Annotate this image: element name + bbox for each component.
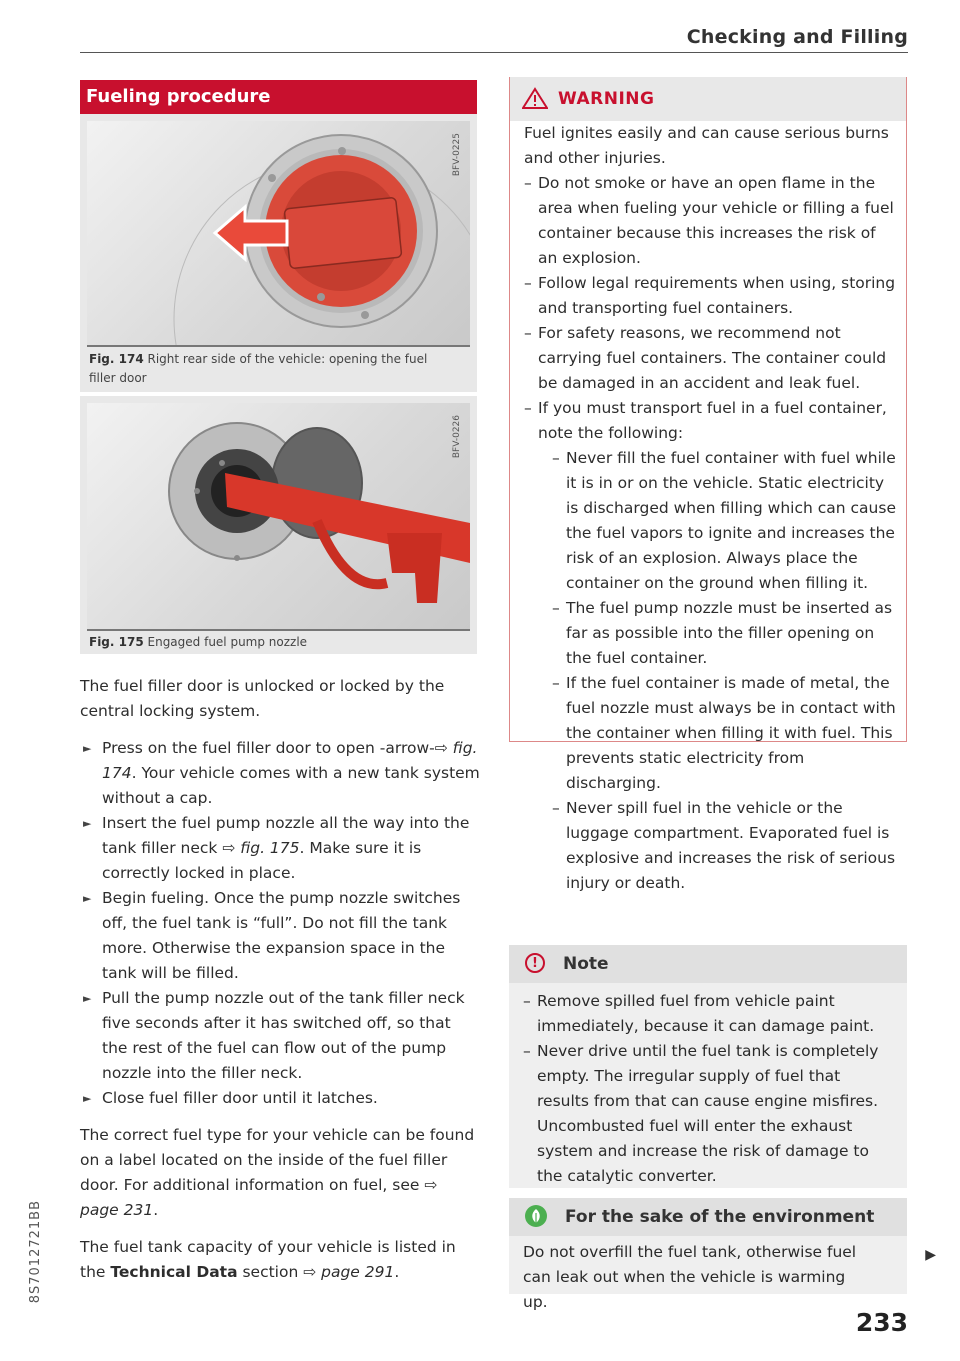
warning-item-text: Follow legal requirements when using, storing and transporting fuel containers. (538, 274, 896, 317)
fuel-type-paragraph (80, 1123, 480, 1223)
warning-subitem-text: If the fuel container is made of metal, the fuel nozzle must always be in contact with the container when filling it with fuel. This prevents static electricity from discharging. (566, 674, 896, 792)
continue-arrow-icon: ▶ (925, 1247, 936, 1263)
step-text: Insert the fuel pump nozzle all the way into the tank filler neck (102, 814, 470, 857)
note-body (509, 983, 907, 1188)
caption-text: Engaged fuel pump nozzle (143, 635, 308, 649)
paragraph-text: The correct fuel type for your vehicle can be found on a label located on the inside of the fuel filler door. For additional information on fuel, see (80, 1126, 475, 1194)
warning-subitem-text: The fuel pump nozzle must be inserted as far as possible into the filler opening on the fuel container. (566, 599, 893, 667)
step-item (80, 736, 480, 811)
paragraph-text: . (394, 1263, 400, 1281)
bullet-triangle-icon: ► (83, 742, 92, 755)
document-code: 8S7012721BB (28, 1200, 43, 1304)
warning-subitem: – If the fuel container is made of metal, the fuel nozzle must always be in contact with the container when filling it with fuel. This prevents static electricity from discharging. (552, 674, 896, 792)
warning-item: – Do not smoke or have an open flame in the area when fueling your vehicle or filling a fuel container because this increases the risk of an explosion. (524, 174, 894, 267)
warning-item-text: If you must transport fuel in a fuel container, note the following: (538, 399, 887, 442)
note-item: – Remove spilled fuel from vehicle paint immediately, because it can damage paint. (523, 992, 875, 1035)
note-header (509, 945, 907, 983)
step-text: Pull the pump nozzle out of the tank filler neck five seconds after it has switched off, so that the rest of the fuel can flow out of the pump nozzle into the filler neck. (102, 989, 465, 1082)
caption-text: Right rear side of the vehicle: opening the fuel filler door (89, 352, 428, 385)
procedure-text (80, 674, 480, 1285)
page-link[interactable]: ⇨ page 291 (303, 1263, 395, 1281)
step-text: Close fuel filler door until it latches. (102, 1089, 378, 1107)
figure-link[interactable]: ⇨ fig. 175 (222, 839, 300, 857)
fuel-door-illustration (87, 121, 470, 345)
step-text: . Make sure it is correctly locked in place. (102, 839, 422, 882)
figure-174-image (87, 121, 470, 347)
warning-item: – Follow legal requirements when using, storing and transporting fuel containers. (524, 274, 896, 317)
note-item: – Never drive until the fuel tank is completely empty. The irregular supply of fuel that results from that can cause engine misfires. Uncombusted fuel will enter the exhaust system and increase the risk of damage to the catalytic converter. (523, 1042, 879, 1185)
bold-term: Technical Data (110, 1263, 238, 1281)
step-item (80, 811, 480, 886)
figure-label: Fig. 174 (89, 352, 144, 366)
warning-subitem-text: Never spill fuel in the vehicle or the luggage compartment. Evaporated fuel is explosive and increases the risk of serious injury or death. (566, 799, 896, 892)
figure-175 (80, 396, 477, 654)
warning-item: – For safety reasons, we recommend not carrying fuel containers. The container could be damaged in an accident and leak fuel. (524, 324, 887, 392)
note-title: Note (563, 954, 609, 974)
figure-label: Fig. 175 (89, 635, 144, 649)
note-item-text: Never drive until the fuel tank is completely empty. The irregular supply of fuel that results from that can cause engine misfires. Uncombusted fuel will enter the exhaust system and increase the risk of damage to the catalytic converter. (537, 1042, 879, 1185)
warning-item-text: For safety reasons, we recommend not carrying fuel containers. The container could be damaged in an accident and leak fuel. (538, 324, 887, 392)
running-header: Checking and Filling (686, 26, 908, 48)
page-number: 233 (855, 1308, 908, 1337)
figure-175-caption (89, 633, 457, 652)
step-item (80, 986, 480, 1086)
paragraph-text: section (237, 1263, 304, 1281)
warning-box (509, 77, 907, 892)
warning-subitem-text: Never fill the fuel container with fuel while it is in or on the vehicle. Static electricity is discharged when filling which can cause the fuel vapors to ignite and increases the risk of an explosion. Always place the container on the ground when filling it. (566, 449, 896, 592)
warning-subitem: – The fuel pump nozzle must be inserted as far as possible into the filler opening on the fuel container. (552, 599, 893, 667)
warning-item-text: Do not smoke or have an open flame in the area when fueling your vehicle or filling a fuel container because this increases the risk of an explosion. (538, 174, 894, 267)
intro-paragraph: The fuel filler door is unlocked or locked by the central locking system. (80, 677, 445, 720)
paragraph-text: The fuel tank capacity of your vehicle is listed in the (80, 1238, 456, 1281)
figure-174 (80, 114, 477, 392)
warning-item: – If you must transport fuel in a fuel container, note the following: (524, 399, 887, 442)
bullet-triangle-icon: ► (83, 892, 92, 905)
figure-code: BFV-0225 (452, 133, 462, 177)
paragraph-text: . (153, 1201, 159, 1219)
step-text: Begin fueling. Once the pump nozzle switches off, the fuel tank is “full”. Do not fill the tank more. Otherwise the expansion space in the tank will be filled. (102, 889, 461, 982)
warning-intro: Fuel ignites easily and can cause serious burns and other injuries. (524, 124, 889, 167)
note-item-text: Remove spilled fuel from vehicle paint immediately, because it can damage paint. (537, 992, 875, 1035)
environment-header (509, 1198, 907, 1236)
fuel-nozzle-illustration (87, 403, 470, 629)
figure-174-caption (89, 350, 457, 388)
header-rule (80, 52, 908, 53)
warning-subitem: – Never fill the fuel container with fuel while it is in or on the vehicle. Static electricity is discharged when filling which can cause the fuel vapors to ignite and increases the risk of an explosion. Always place the container on the ground when filling it. (552, 449, 896, 592)
warning-header (510, 77, 906, 121)
step-item (80, 886, 480, 986)
section-title: Fueling procedure (80, 80, 477, 114)
environment-body (509, 1236, 907, 1311)
step-item (80, 1086, 480, 1111)
warning-title: WARNING (558, 89, 655, 109)
warning-body (524, 121, 896, 896)
note-info-icon: ! (525, 953, 545, 973)
figure-link[interactable]: ⇨ fig. 174 (102, 739, 478, 782)
environment-text: Do not overfill the fuel tank, otherwise fuel can leak out when the vehicle is warming up. (523, 1243, 857, 1311)
procedure-steps (80, 736, 480, 1111)
step-text: . Your vehicle comes with a new tank system without a cap. (102, 764, 480, 807)
page-link[interactable]: ⇨ page 231 (80, 1176, 438, 1219)
figure-code: BFV-0226 (452, 415, 462, 459)
warning-subitem: – Never spill fuel in the vehicle or the luggage compartment. Evaporated fuel is explosive and increases the risk of serious injury or death. (552, 799, 896, 892)
figure-175-image (87, 403, 470, 631)
environment-title: For the sake of the environment (565, 1207, 875, 1227)
warning-triangle-icon (522, 87, 548, 109)
step-text: Press on the fuel filler door to open -arrow- (102, 739, 435, 757)
bullet-triangle-icon: ► (83, 817, 92, 830)
environment-leaf-icon (525, 1205, 547, 1227)
bullet-triangle-icon: ► (83, 992, 92, 1005)
tank-capacity-paragraph (80, 1235, 480, 1285)
bullet-triangle-icon: ► (83, 1092, 92, 1105)
